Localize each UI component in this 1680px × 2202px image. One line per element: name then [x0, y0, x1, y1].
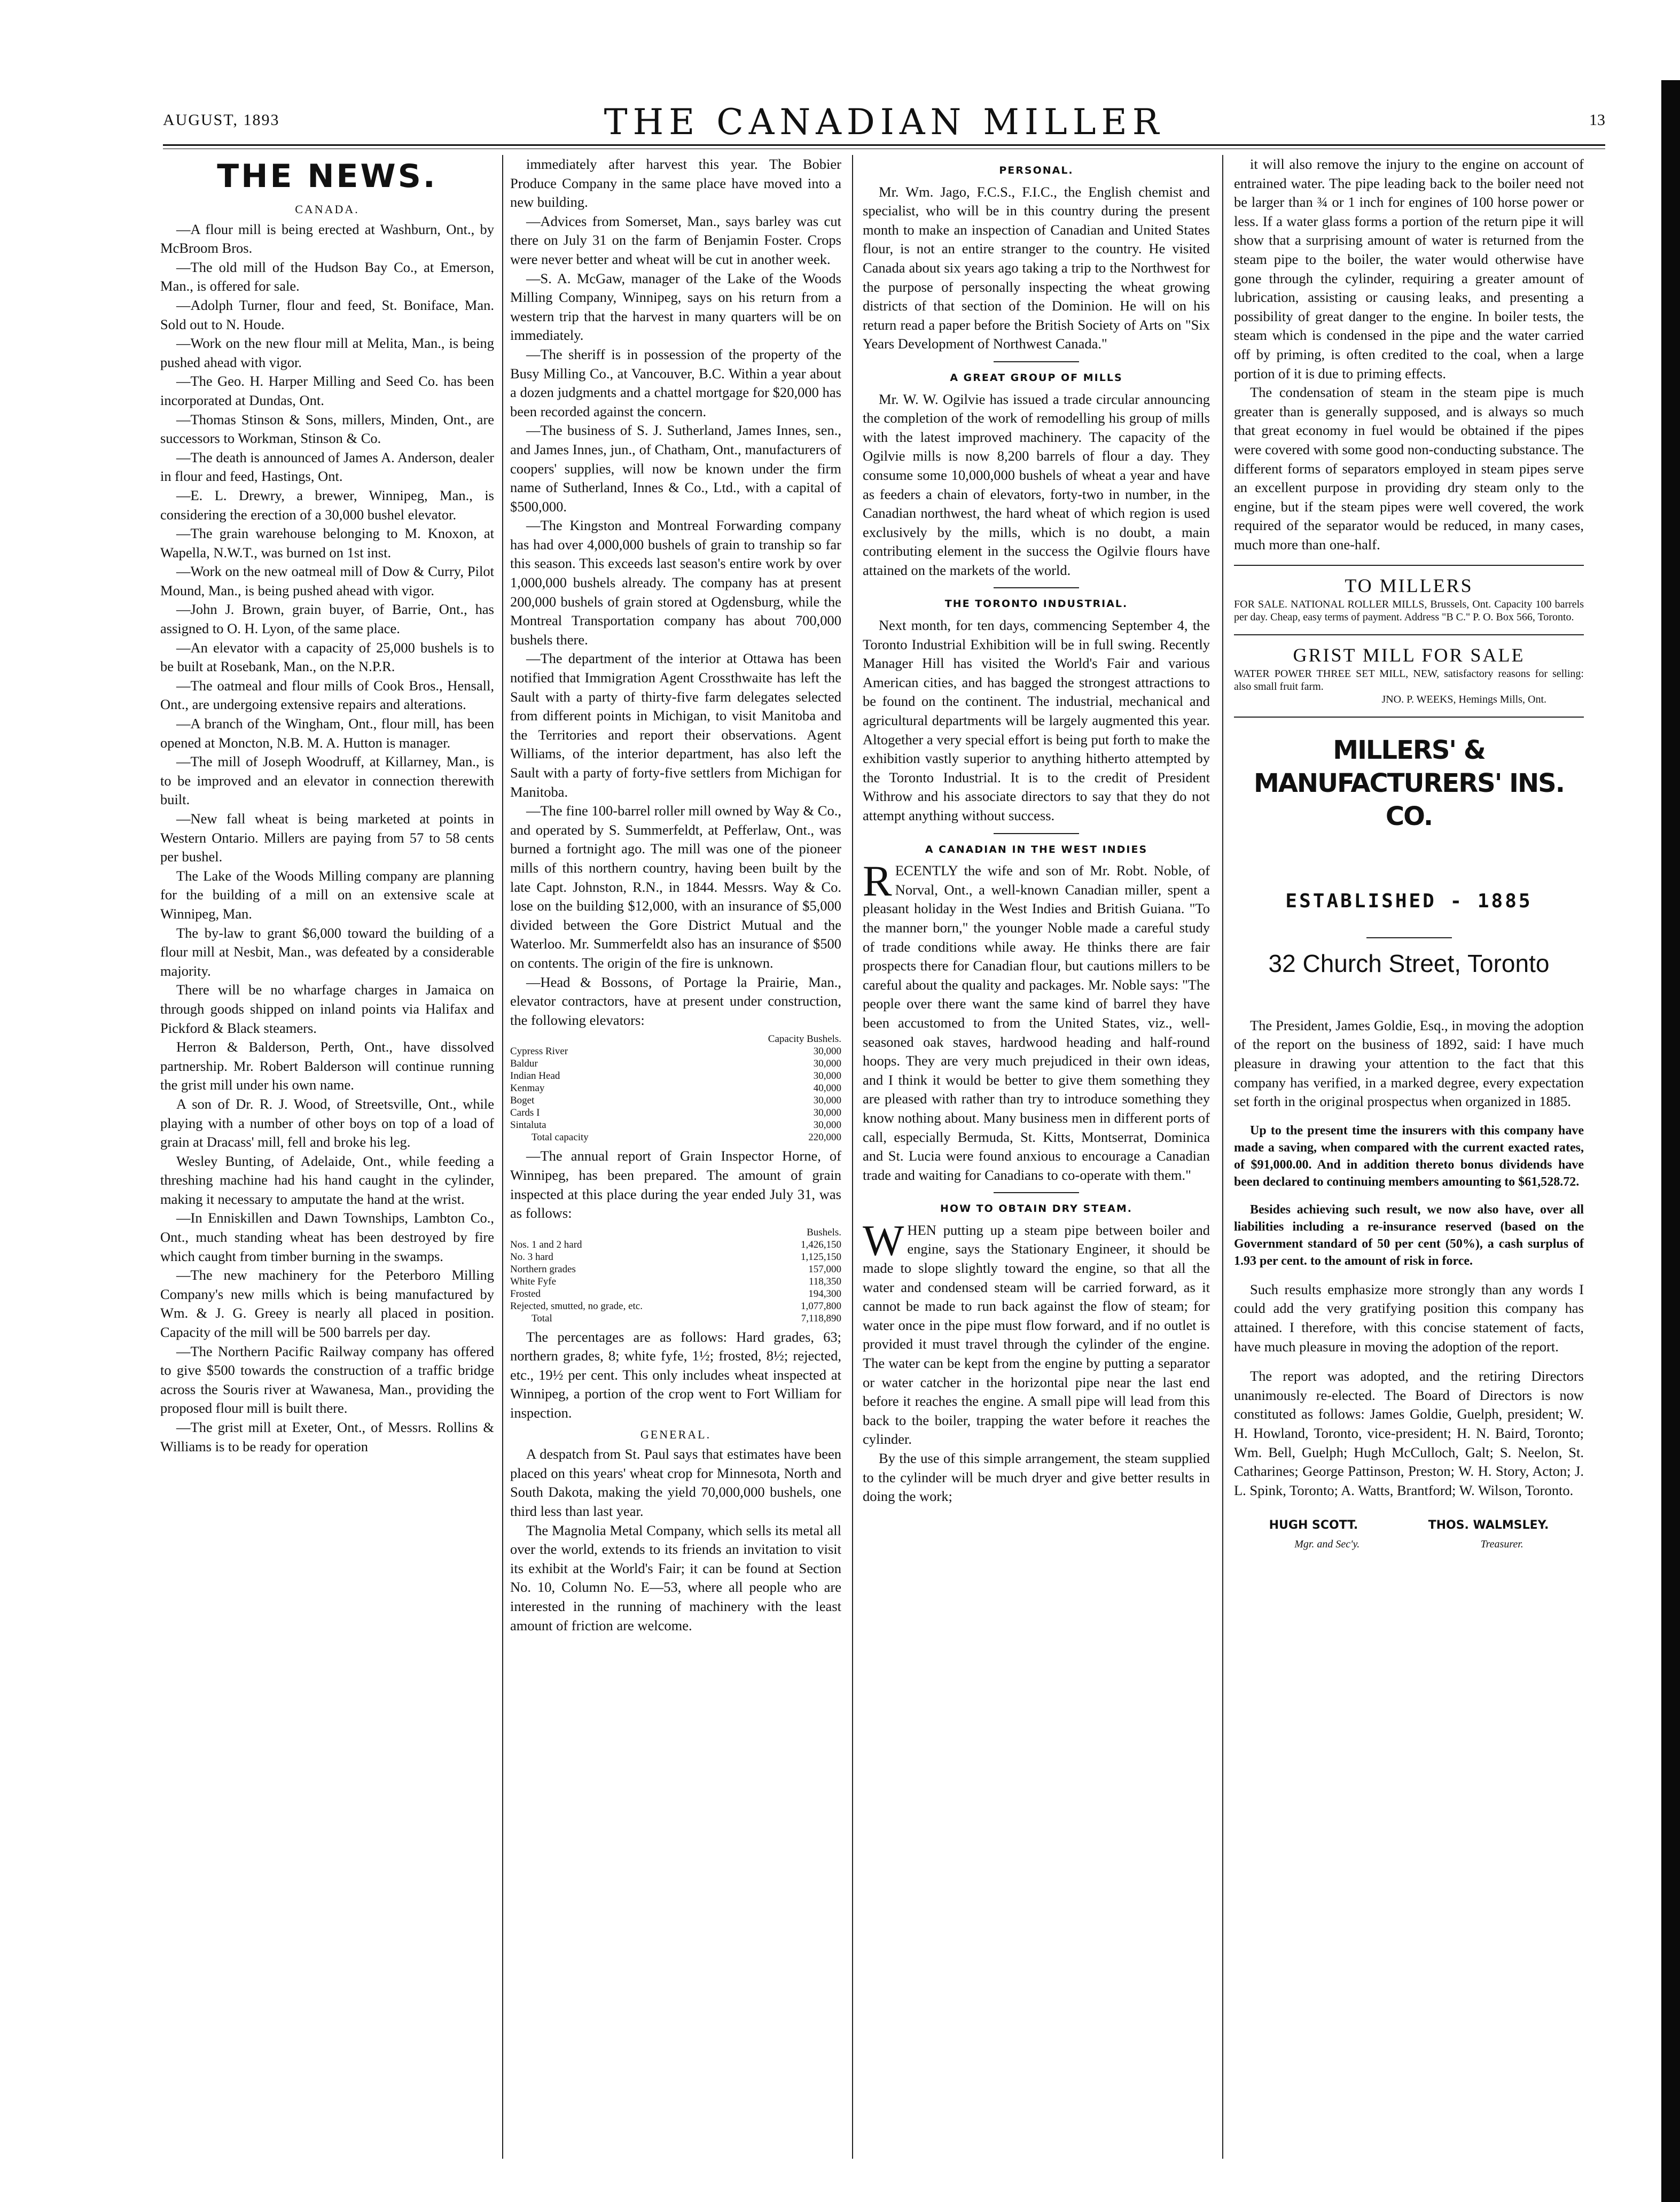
article-body [1234, 155, 1584, 554]
article-paragraph: The Magnolia Metal Company, which sells its metal all over the world, extends to its friends an invitation to visit its exhibit at the World's Fair; it can be found at Section No. 10, Column No. E—53, where all people who are interested in the running of machinery with the least amount of friction are welcome. [510, 1522, 841, 1633]
article-paragraph: —The annual report of Grain Inspector Horne, of Winnipeg, has been prepared. The amount of grain inspected at this place during the year ended July 31, was as follows: [510, 1148, 841, 1221]
lead-text: ECENTLY the wife and son of Mr. Robt. Noble, of Norval, Ont., a well-known Canadian miller, spent a pleasant holiday in the West Indies and British Guiana. "To the manner born," the younger Noble made a careful study of trade conditions while away. He thinks there are fair prospects there for Canadian flour, but cautions millers to be careful about the quality and packages. Mr. Noble says: "The people over there want the same kind of barrel they have been accustomed to from the United States, viz., well-seasoned oak staves, hardwood heading and half-round hoops. They are very much prejudiced in their own ideas, and I think it would be better to give them something they are pleased with rather than try to introduce something they know nothing about. Many business men in different ports of call, especially Bermuda, St. Kitts, Montserrat, Dominica and St. Lucia were found anxious to encourage a Canadian trade and waiting for Canadians to co-operate with them." [863, 862, 1210, 1183]
row-label: Northern grades [510, 1263, 576, 1275]
page-number: 13 [1589, 111, 1605, 129]
table-total-label: Total capacity [532, 1132, 589, 1143]
article-paragraph: —The old mill of the Hudson Bay Co., at Emerson, Man., is offered for sale. [160, 259, 494, 294]
row-value: 30,000 [813, 1070, 841, 1082]
article-heading: A CANADIAN IN THE WEST INDIES [925, 843, 1148, 855]
article-paragraph: —Head & Bossons, of Portage la Prairie, Man., elevator contractors, have at present under construction, the following elevators: [510, 974, 841, 1028]
table-row [510, 1070, 841, 1082]
report-paragraph: The report was adopted, and the retiring Directors unanimously re-elected. The Board of Directors is now constituted as follows: James Goldie, Guelph, president; W. H. Howland, Toronto, vice-president; H. N. Baird, Toronto; Wm. Bell, Guelph; Hugh McCulloch, Galt; S. Neelon, St. Catharines; George Pattinson, Preston; W. H. Story, Acton; J. L. Spink, Toronto; A. Watts, Brantford; W. Wilson, Toronto. [1234, 1368, 1584, 1498]
report-paragraph: Such results emphasize more strongly than any words I could add the very gratifying position this company has attained. I therefore, with this concise statement of facts, have much pleasure in moving the adoption of the report. [1234, 1281, 1584, 1355]
article-paragraph: Mr. W. W. Ogilvie has issued a trade circular announcing the completion of the work of remodelling his group of mills with the latest improved machinery. The capacity of the Ogilvie mills is now 8,200 barrels of flour a day. They consume some 10,000,000 bushels of wheat a year and have as feeders a chain of elevators, forty-two in number, in the Canadian northwest, the hard wheat of which region is used exclusively by the mills, which is no doubt, a main contributing element in the success the Ogilvie flours have attained on the markets of the world. [863, 391, 1210, 578]
article-paragraph: —The Northern Pacific Railway company has offered to give $500 towards the construction of a traffic bridge across the Souris river at Wawanesa, Man., providing the proposed flour mill is built there. [160, 1343, 494, 1417]
table-header: Bushels. [807, 1226, 841, 1238]
issue-date: AUGUST, 1893 [163, 111, 280, 129]
row-value: 40,000 [813, 1083, 841, 1094]
row-value: 1,125,150 [801, 1251, 841, 1263]
divider [994, 833, 1079, 834]
table-row [510, 1251, 841, 1263]
company-address: 32 Church Street, Toronto [1268, 950, 1550, 978]
signatures [1234, 1516, 1584, 1535]
row-value: 30,000 [813, 1046, 841, 1057]
table-row [510, 1300, 841, 1312]
ad-text: FOR SALE. NATIONAL ROLLER MILLS, Brussels, Ont. Capacity 100 barrels per day. Cheap, easy terms of payment. Address "B C." P. O. Box 566, Toronto. [1234, 598, 1584, 624]
article-paragraph: Herron & Balderson, Perth, Ont., have dissolved partnership. Mr. Robert Balderson will continue running the grist mill under his own name. [160, 1039, 494, 1093]
table-row [510, 1057, 841, 1070]
table-row [510, 1288, 841, 1300]
drop-cap: W [863, 1216, 904, 1265]
divider [994, 1192, 1079, 1193]
article-paragraph: —Advices from Somerset, Man., says barley was cut there on July 31 on the farm of Benjamin Foster. Crops were never better and wheat will be cut in another week. [510, 213, 841, 267]
established-line: ESTABLISHED - 1885 [1285, 890, 1533, 912]
role-treasurer: Treasurer. [1480, 1538, 1523, 1550]
subsection-heading: GENERAL. [640, 1427, 712, 1441]
divider [994, 587, 1079, 588]
article-paragraph: —Work on the new oatmeal mill of Dow & Curry, Pilot Mound, Man., is being pushed ahead with vigor. [160, 563, 494, 598]
article-paragraph: By the use of this simple arrangement, the steam supplied to the cylinder will be much dryer and give better results in doing the work; [863, 1450, 1210, 1505]
article-paragraph: —The business of S. J. Sutherland, James Innes, sen., and James Innes, jun., of Chatham, Ont., manufacturers of coopers' supplies, will now be known under the firm name of Sutherland, Innes & Co., Ltd., with a capital of $500,000. [510, 422, 841, 515]
row-label: Frosted [510, 1288, 541, 1300]
article-paragraph: —A branch of the Wingham, Ont., flour mill, has been opened at Moncton, N.B. M. A. Hutton is manager. [160, 715, 494, 751]
column-divider [1222, 155, 1223, 2159]
article-paragraph: —The sheriff is in possession of the property of the Busy Milling Co., at Vancouver, B.C. Within a year about a dozen judgments and a chattel mortgage for $20,000 has been recorded against the concern. [510, 346, 841, 419]
row-label: Rejected, smutted, no grade, etc. [510, 1300, 643, 1312]
row-label: Nos. 1 and 2 hard [510, 1239, 582, 1250]
table-row [510, 1275, 841, 1288]
lead-text: HEN putting up a steam pipe between boiler and engine, says the Stationary Engineer, it should be made to slope slightly toward the engine, so that all the water and condensed steam will be carried forward, as it cannot be made to run back against the flow of steam; for water once in the pipe must flow forward, and if no outlet is provided it must travel through the cylinder of the engine. The water can be kept from the engine by putting a separator or water catcher in the horizontal pipe near the last end before it reaches the engine. A small pipe will lead from this back to the boiler, trapping the water before it reaches the cylinder. [863, 1221, 1210, 1448]
article-paragraph: —The grain warehouse belonging to M. Knoxon, at Wapella, N.W.T., was burned on 1st inst. [160, 525, 494, 561]
row-value: 1,426,150 [801, 1239, 841, 1250]
section-title: THE NEWS. [217, 158, 437, 195]
divider [994, 361, 1079, 362]
row-value: 30,000 [813, 1058, 841, 1070]
newspaper-title: THE CANADIAN MILLER [604, 102, 1165, 143]
divider [1366, 937, 1452, 938]
article-paragraph: —S. A. McGaw, manager of the Lake of the Woods Milling Company, Winnipeg, says on his return from a western trip that the harvest in many quarters will be on immediately. [510, 270, 841, 344]
article-paragraph: —The fine 100-barrel roller mill owned by Way & Co., and operated by S. Summerfeldt, at Pefferlaw, Ont., was burned a fortnight ago. The mill was one of the pioneer mills of this northern country, having been built by the late Capt. Johnston, R.N., in 1844. Messrs. Way & Co. lose on the building $12,000, with an insurance of $5,000 divided between the Gore District Mutual and the Waterloo. Mr. Summerfeldt also has an insurance of $500 on contents. The origin of the fire is unknown. [510, 803, 841, 971]
article-paragraph: A son of Dr. R. J. Wood, of Streetsville, Ont., while playing with a number of other boys on top of a load of grain at Dracass' mill, fell and broke his leg. [160, 1095, 494, 1150]
divider [1234, 565, 1584, 566]
article-heading: HOW TO OBTAIN DRY STEAM. [940, 1203, 1132, 1215]
row-label: Sintaluta [510, 1119, 546, 1131]
article-paragraph: —The oatmeal and flour mills of Cook Bros., Hensall, Ont., are undergoing extensive repairs and alterations. [160, 677, 494, 713]
article-paragraph: —The new machinery for the Peterboro Milling Company's new mills which is being manufactured by Wm. & J. G. Greey is nearly all placed in position. Capacity of the mill will be 500 barrels per day. [160, 1267, 494, 1341]
article-body [863, 1449, 1210, 1506]
table-row [510, 1045, 841, 1057]
article-paragraph: The Lake of the Woods Milling company are planning for the building of a mill on an extensive scale at Winnipeg, Man. [160, 867, 494, 922]
article-paragraph: —The grist mill at Exeter, Ont., of Messrs. Rollins & Williams is to be ready for operation [160, 1419, 494, 1454]
row-value: 157,000 [808, 1263, 841, 1275]
ad-text: WATER POWER THREE SET MILL, NEW, satisfactory reasons for selling: also small fruit farm. [1234, 667, 1584, 692]
article-paragraph: —The Kingston and Montreal Forwarding company has had over 4,000,000 bushels of grain to tranship so far this season. This exceeds last season's entire work by over 1,000,000 bushels already. The company has at present 200,000 bushels of grain stored at Ogdensburg, while the Montreal Transportation company has about 700,000 bushels there. [510, 517, 841, 648]
role-manager: Mgr. and Sec'y. [1294, 1538, 1360, 1550]
ad-signature: JNO. P. WEEKS, Hemings Mills, Ont. [1381, 693, 1546, 705]
elevators-table [510, 1033, 841, 1143]
news-items [160, 220, 494, 1457]
row-value: 118,350 [808, 1275, 841, 1287]
article-paragraph: Wesley Bunting, of Adelaide, Ont., while feeding a threshing machine had his hand caught in the cylinder, making it necessary to amputate the hand at the wrist. [160, 1153, 494, 1207]
row-label: White Fyfe [510, 1275, 557, 1287]
column-divider [852, 155, 853, 2159]
row-label: Baldur [510, 1058, 538, 1070]
article-heading: A GREAT GROUP OF MILLS [950, 371, 1123, 384]
report-paragraph: The President, James Goldie, Esq., in moving the adoption of the report on the business of 1892, said: I have much pleasure in drawing your attention to the fact that this company has verified, in a marked degree, every expectation set forth in the original prospectus when organized in 1885. [1234, 1017, 1584, 1110]
article-body [863, 183, 1210, 354]
column-1 [160, 155, 494, 1456]
ad-title: TO MILLERS [1345, 575, 1473, 597]
article-paragraph: The percentages are as follows: Hard grades, 63; northern grades, 8; white fyfe, 1½; frosted, 8½; rejected, etc., 19½ per cent. This only includes wheat inspected at Winnipeg, a portion of the crop went to Fort William for inspection. [510, 1328, 841, 1421]
article-paragraph: The condensation of steam in the steam pipe is much greater than is generally supposed, and is always so much that great economy in fuel would be obtained if the pipes were covered with some good non-conducting substance. The different forms of separators employed in steam pipes serve an excellent purpose in providing dry steam only to the engine, but if the steam pipes were well covered, the work required of the separator would be reduced, in many cases, much more than one-half. [1234, 384, 1584, 553]
article-body [863, 616, 1210, 826]
row-value: 194,300 [808, 1288, 841, 1300]
row-value: 30,000 [813, 1119, 841, 1131]
row-label: Cards I [510, 1107, 540, 1119]
column-2 [510, 155, 841, 1635]
page-edge-shadow [1661, 80, 1680, 2202]
insurance-company-name: MILLERS' & MANUFACTURERS' INS. CO. [1254, 735, 1564, 831]
article-paragraph: —The Geo. H. Harper Milling and Seed Co. has been incorporated at Dundas, Ont. [160, 373, 494, 408]
masthead [163, 102, 1605, 143]
table-row [510, 1094, 841, 1107]
table-total-label: Total [532, 1312, 552, 1324]
article-paragraph: Mr. Wm. Jago, F.C.S., F.I.C., the English chemist and specialist, who will be in this country during the present month to make an inspection of Canadian and United States flour, is not an entire stranger to the country. He visited Canada about six years ago taking a trip to the Northwest for the purpose of personally inspecting the wheat growing districts of that section of the Dominion. He will on his return read a paper before the British Society of Arts on "Six Years Development of Northwest Canada." [863, 183, 1210, 352]
article-paragraph: —In Enniskillen and Dawn Townships, Lambton Co., Ont., much standing wheat has been destroyed by fire which caught from timber burning in the swamps. [160, 1210, 494, 1264]
article-paragraph: A despatch from St. Paul says that estimates have been placed on this years' wheat crop for Minnesota, North and South Dakota, making the yield 70,000,000 bushels, one third less than last year. [510, 1446, 841, 1520]
table-total-value: 7,118,890 [801, 1312, 841, 1324]
signature-roles [1234, 1535, 1584, 1554]
column-4 [1234, 155, 1584, 1554]
article-paragraph: —Thomas Stinson & Sons, millers, Minden, Ont., are successors to Workman, Stinson & Co. [160, 411, 494, 447]
article-paragraph: —Adolph Turner, flour and feed, St. Boniface, Man. Sold out to N. Houde. [160, 297, 494, 332]
article-paragraph: There will be no wharfage charges in Jamaica on through goods shipped on inland points via Halifax and Pickford & Black steamers. [160, 982, 494, 1036]
article-paragraph: Next month, for ten days, commencing September 4, the Toronto Industrial Exhibition will be in full swing. Recently Manager Hill has visited the World's Fair and various American cities, and has bagged the strongest attractions to be found on the continent. The industrial, mechanical and agricultural departments will be largely augmented this year. Altogether a very special effort is being put forth to make the exhibition vastly superior to anything hitherto attempted by the Toronto Industrial. It is to the credit of President Withrow and his associate directors to say that they do not attempt anything without success. [863, 617, 1210, 823]
row-value: 1,077,800 [801, 1300, 841, 1312]
column-divider [502, 155, 503, 2159]
row-label: Kenmay [510, 1083, 545, 1094]
article-paragraph: immediately after harvest this year. The Bobier Produce Company in the same place have moved into a new building. [510, 156, 841, 211]
drop-cap: R [863, 857, 892, 906]
row-label: Indian Head [510, 1070, 560, 1082]
article-paragraph: —New fall wheat is being marketed at points in Western Ontario. Millers are paying from 57 to 58 cents per bushel. [160, 811, 494, 865]
report-paragraph-bold: Up to the present time the insurers with this company have made a saving, when compared with the current exacted rates, of $91,000.00. And in addition thereto bonus dividends have been declared to continuing members amounting to $61,528.72. [1234, 1123, 1584, 1189]
divider [1234, 634, 1584, 635]
divider [1234, 717, 1584, 718]
table-row [510, 1119, 841, 1131]
row-value: 30,000 [813, 1095, 841, 1107]
row-label: Boget [510, 1095, 535, 1107]
article-paragraph: —The department of the interior at Ottawa has been notified that Immigration Agent Crossthwaite has left the Sault with a party of thirty-five farm delegates selected from different points in Michigan, to visit Manitoba and the Territories and report their observations. Agent Williams, of the interior department, has also left the Sault with a party of forty-five settlers from Michigan for Manitoba. [510, 650, 841, 800]
article-paragraph: it will also remove the injury to the engine on account of entrained water. The pipe leading back to the boiler need not be larger than ¾ or 1 inch for engines of 100 horse power or less. If a water glass forms a portion of the return pipe it will show that a surprising amount of water is returned from the steam pipe to the boiler, the water would otherwise have gone through the cylinder, requiring a greater amount of lubrication, assisting or causing leaks, and presenting a possibility of great danger to the engine. In boiler tests, the steam which is condensed in the pipe and the water carried off by priming, is often credited to the coal, when a large portion of it is due to priming effects. [1234, 156, 1584, 382]
article-heading: PERSONAL. [999, 165, 1074, 176]
masthead-rule [163, 144, 1605, 146]
article-paragraph: —The death is announced of James A. Anderson, dealer in flour and feed, Hastings, Ont. [160, 449, 494, 485]
row-value: 30,000 [813, 1107, 841, 1119]
row-label: No. 3 hard [510, 1251, 553, 1263]
table-row [510, 1107, 841, 1119]
news-items [510, 1328, 841, 1423]
column-3 [863, 155, 1210, 1506]
subsection-heading: CANADA. [295, 203, 360, 216]
article-paragraph: —The mill of Joseph Woodruff, at Killarney, Man., is to be improved and an elevator in connection therewith built. [160, 753, 494, 808]
table-row [510, 1082, 841, 1094]
article-heading: THE TORONTO INDUSTRIAL. [944, 598, 1128, 610]
article-paragraph: The by-law to grant $6,000 toward the building of a flour mill at Nesbit, Man., was defeated by a considerable majority. [160, 924, 494, 979]
row-label: Cypress River [510, 1046, 568, 1057]
signature-treasurer: THOS. WALMSLEY. [1428, 1519, 1549, 1532]
article-paragraph: —E. L. Drewry, a brewer, Winnipeg, Man., is considering the erection of a 30,000 bushel elevator. [160, 487, 494, 523]
table-total-value: 220,000 [808, 1132, 841, 1143]
article-paragraph: —An elevator with a capacity of 25,000 bushels is to be built at Rosebank, Man., on the N.P.R. [160, 639, 494, 675]
table-header: Capacity Bushels. [768, 1033, 841, 1045]
article-body [863, 390, 1210, 580]
report-paragraph-bold: Besides achieving such result, we now also have, over all liabilities including a re-insurance reserved (based on the Government standard of 50 per cent (50%), a cash surplus of 1.93 per cent. to the amount of risk in force. [1234, 1202, 1584, 1268]
article-paragraph: —John J. Brown, grain buyer, of Barrie, Ont., has assigned to O. H. Lyon, of the same place. [160, 601, 494, 637]
ad-title: GRIST MILL FOR SALE [1293, 644, 1525, 666]
news-items [510, 155, 841, 1030]
article-paragraph: —A flour mill is being erected at Washburn, Ont., by McBroom Bros. [160, 221, 494, 256]
article-lead [863, 857, 1210, 1185]
signature-manager: HUGH SCOTT. [1269, 1519, 1358, 1532]
article-lead [863, 1216, 1210, 1449]
news-items [510, 1445, 841, 1635]
grain-table [510, 1226, 841, 1325]
table-row [510, 1263, 841, 1275]
table-row [510, 1239, 841, 1251]
article-paragraph: —Work on the new flour mill at Melita, Man., is being pushed ahead with vigor. [160, 335, 494, 370]
